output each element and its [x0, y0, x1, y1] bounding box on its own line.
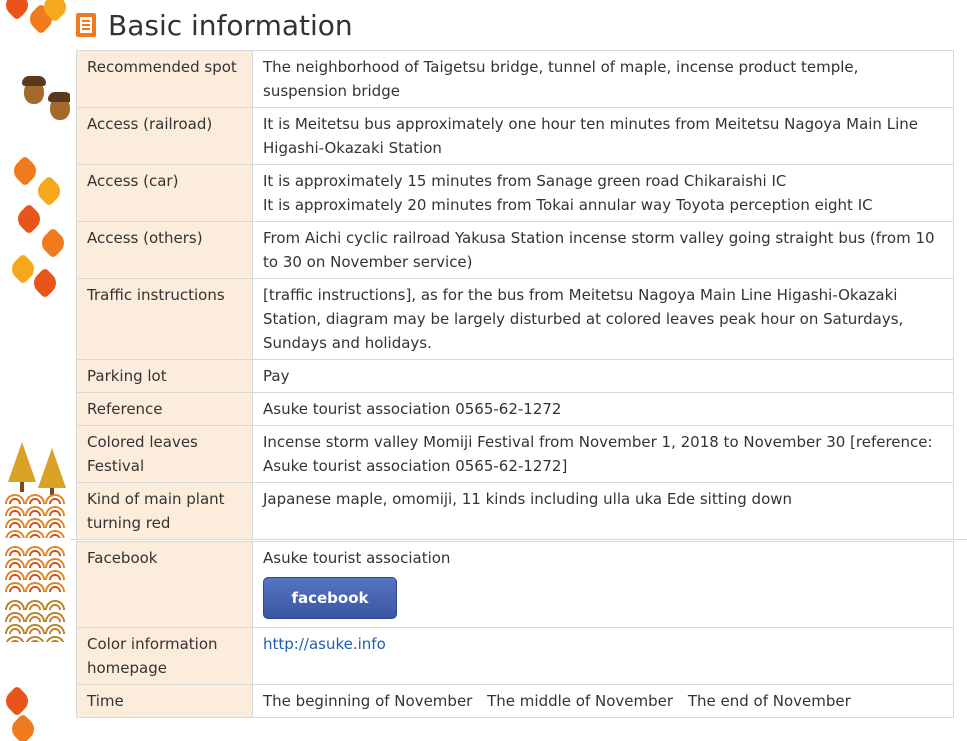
row-value-line: The neighborhood of Taigetsu bridge, tunnel of maple, incense product temple, suspension bridge	[263, 58, 859, 100]
table-row-facebook	[77, 542, 954, 628]
row-value	[253, 542, 954, 628]
row-value-line: It is approximately 20 minutes from Tokai annular way Toyota perception eight IC	[263, 196, 873, 214]
table-row-access-railroad	[77, 108, 954, 165]
row-label: Reference	[77, 393, 253, 426]
divider	[70, 539, 967, 540]
row-label: Traffic instructions	[77, 279, 253, 360]
row-label: Kind of main plant turning red	[77, 483, 253, 540]
maple-leaf-icon	[7, 713, 38, 741]
row-value-line: Asuke tourist association 0565-62-1272	[263, 400, 562, 418]
tree-trunk	[20, 482, 24, 492]
time-item: The beginning of November	[263, 692, 473, 710]
row-value	[253, 483, 954, 540]
row-value-line: [traffic instructions], as for the bus from Meitetsu Nagoya Main Line Higashi-Okazaki Station, diagram may be largely disturbed at colored leaves peak hour on Saturdays, Sundays and holidays.	[263, 286, 904, 352]
table-row-main-plant	[77, 483, 954, 540]
section-header	[76, 8, 353, 42]
row-value-line: Pay	[263, 367, 290, 385]
homepage-link[interactable]: http://asuke.info	[263, 635, 386, 653]
maple-leaf-icon	[33, 175, 64, 206]
row-label: Access (others)	[77, 222, 253, 279]
maple-leaf-icon	[29, 267, 60, 298]
row-value-line: Japanese maple, omomiji, 11 kinds including ulla uka Ede sitting down	[263, 490, 793, 508]
row-value	[253, 393, 954, 426]
row-value	[253, 279, 954, 360]
row-label: Parking lot	[77, 360, 253, 393]
facebook-button[interactable]: facebook	[263, 577, 397, 619]
table-row-traffic-instructions	[77, 279, 954, 360]
table-row-time	[77, 685, 954, 718]
maple-leaf-icon	[13, 203, 44, 234]
row-label: Colored leaves Festival	[77, 426, 253, 483]
wave-pattern	[5, 492, 65, 538]
table-row-reference	[77, 393, 954, 426]
table-row-recommended-spot	[77, 51, 954, 108]
maple-leaf-icon	[1, 0, 32, 21]
row-value	[253, 685, 954, 718]
contact-info-table	[76, 541, 954, 718]
maple-leaf-icon	[9, 155, 40, 186]
row-value	[253, 426, 954, 483]
maple-leaf-icon	[37, 227, 68, 258]
row-value	[253, 165, 954, 222]
table-row-parking-lot	[77, 360, 954, 393]
acorn-icon	[24, 80, 44, 104]
table-row-access-others	[77, 222, 954, 279]
row-label: Access (car)	[77, 165, 253, 222]
page-title: Basic information	[108, 8, 353, 42]
row-label: Color information homepage	[77, 628, 253, 685]
table-row-access-car	[77, 165, 954, 222]
basic-info-table	[76, 50, 954, 540]
row-value	[253, 222, 954, 279]
wave-pattern	[5, 544, 65, 594]
acorn-icon	[50, 96, 70, 120]
maple-leaf-icon	[1, 685, 32, 716]
table-row-homepage	[77, 628, 954, 685]
facebook-page-name: Asuke tourist association	[263, 549, 451, 567]
row-value-line: It is approximately 15 minutes from Sanage green road Chikaraishi IC	[263, 172, 787, 190]
row-value-line: From Aichi cyclic railroad Yakusa Station incense storm valley going straight bus (from 10 to 30 on November service)	[263, 229, 935, 271]
row-label: Facebook	[77, 542, 253, 628]
row-value	[253, 628, 954, 685]
ginkgo-tree-icon	[8, 442, 36, 482]
row-value-line: Incense storm valley Momiji Festival from November 1, 2018 to November 30 [reference: Asuke tourist association 0565-62-1272]	[263, 433, 933, 475]
time-item: The middle of November	[487, 692, 674, 710]
time-item: The end of November	[687, 692, 851, 710]
wave-pattern	[5, 598, 65, 642]
document-icon	[76, 13, 96, 37]
table-row-colored-leaves-festival	[77, 426, 954, 483]
ginkgo-tree-icon	[38, 448, 66, 488]
row-value	[253, 51, 954, 108]
autumn-decoration	[0, 0, 70, 741]
row-label: Time	[77, 685, 253, 718]
row-value	[253, 108, 954, 165]
row-label: Recommended spot	[77, 51, 253, 108]
row-label: Access (railroad)	[77, 108, 253, 165]
row-value	[253, 360, 954, 393]
row-value-line: It is Meitetsu bus approximately one hour ten minutes from Meitetsu Nagoya Main Line Higashi-Okazaki Station	[263, 115, 918, 157]
